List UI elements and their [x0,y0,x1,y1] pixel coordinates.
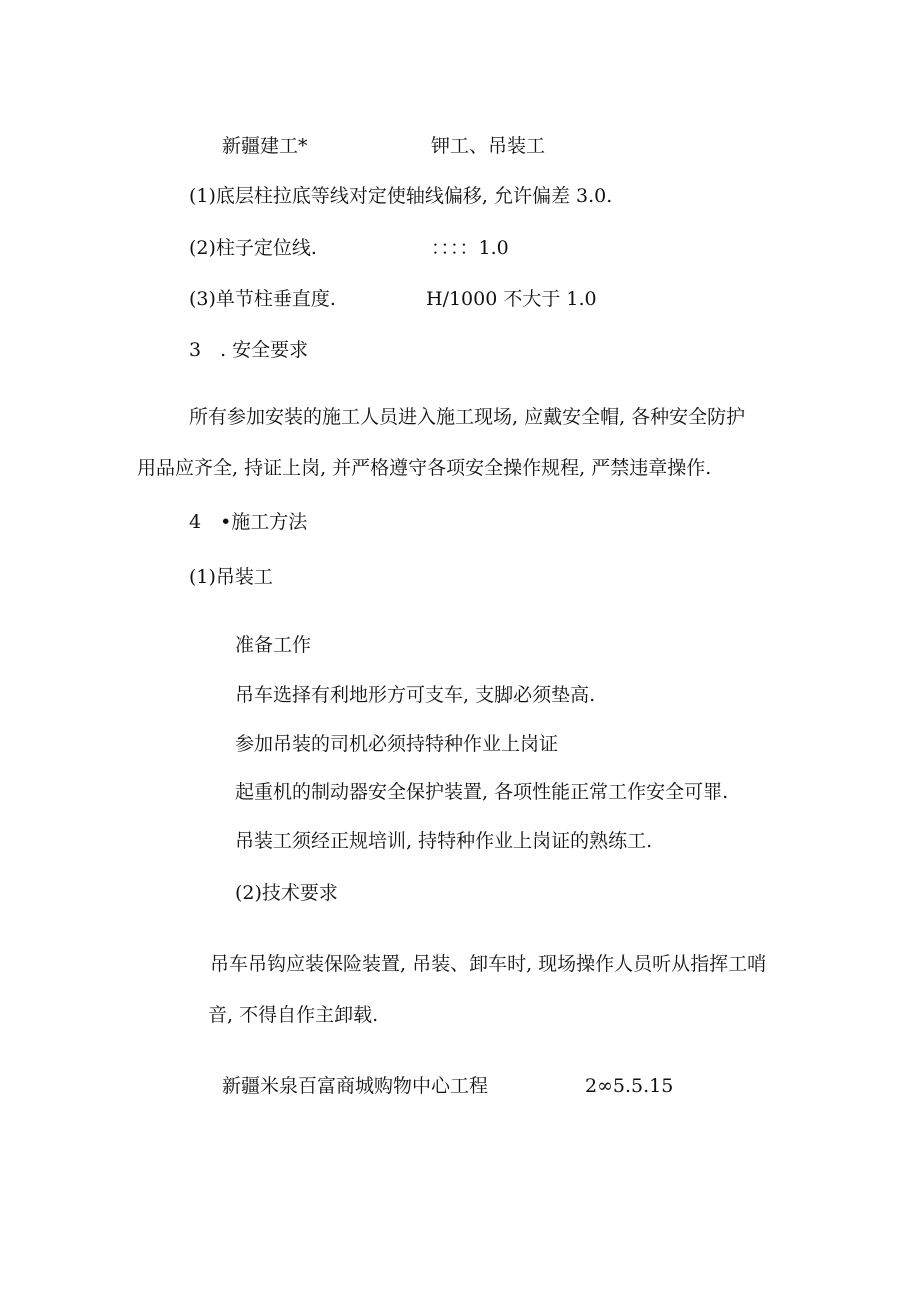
prep-item: 参加吊装的司机必须持特种作业上岗证 [235,733,559,755]
requirement-3-value: H/1000 不大于 1.0 [426,288,597,310]
tech-body-line-2: 音, 不得自作主卸载. [208,1004,379,1026]
header-company: 新疆建工* [222,135,308,157]
requirement-2: (2)柱子定位线. [189,237,317,259]
footer-date: 2∞5.5.15 [585,1075,674,1097]
prep-item: 准备工作 [235,634,312,656]
section-3-body-line-1: 所有参加安装的施工人员进入施工现场, 应戴安全帽, 各种安全防护 [189,406,746,428]
header-trade: 钾工、吊装工 [431,135,546,157]
requirement-2-value: ：：：：1.0 [431,237,509,259]
section-3-body-line-2: 用品应齐全, 持证上岗, 并严格遵守各项安全操作规程, 严禁违章操作. [137,457,712,479]
requirement-1: (1)底层柱拉底等线对定使轴线偏移, 允许偏差 3.0. [189,185,613,207]
section-4-sub-2: (2)技术要求 [235,882,338,904]
section-4-sub-1: (1)吊装工 [189,566,273,588]
section-3-heading: 3 . 安全要求 [189,339,309,361]
prep-item: 吊车选择有利地形方可支车, 支脚必须垫高. [235,684,596,706]
section-4-heading: 4 •施工方法 [189,511,308,533]
prep-item: 起重机的制动器安全保护装置, 各项性能正常工作安全可罪. [235,781,729,803]
footer-project: 新疆米泉百富商城购物中心工程 [222,1075,489,1097]
tech-body-line-1: 吊车吊钩应装保险装置, 吊装、卸车时, 现场操作人员听从指挥工哨 [210,953,767,975]
requirement-3: (3)单节柱垂直度. [189,288,336,310]
prep-item: 吊装工须经正规培训, 持特种作业上岗证的熟练工. [235,830,653,852]
